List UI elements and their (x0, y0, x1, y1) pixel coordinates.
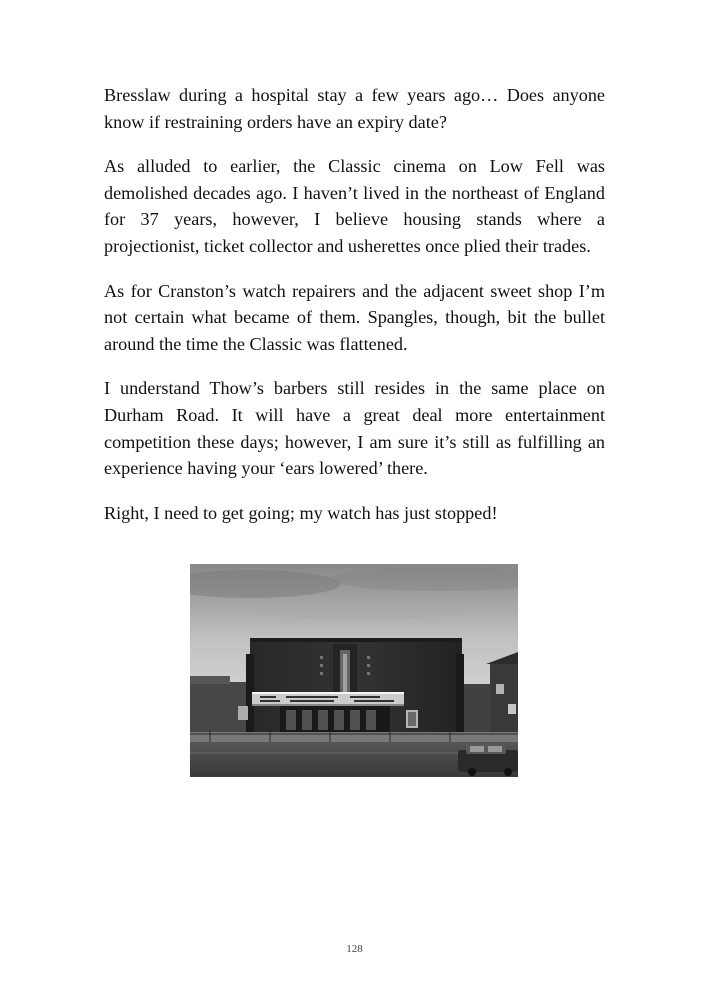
paragraph-5: Right, I need to get going; my watch has just stopped! (104, 502, 498, 523)
paragraph-3: As for Cranston’s watch repairers and the adjacent sweet shop I’m not certain what became of them. Spangles, though, bit the bullet around the time the Classic was flattened. (104, 280, 605, 354)
paragraph-4: I understand Thow’s barbers still resides in the same place on Durham Road. It will have a great deal more entertainment competition these days; however, I am sure it’s still as fulfilling an experience having your ‘ears lowered’ there. (104, 378, 605, 479)
paragraph-1: Bresslaw during a hospital stay a few years ago… Does anyone know if restraining orders have an expiry date? (104, 85, 605, 132)
page-body (104, 82, 605, 526)
cinema-photo-image (190, 564, 518, 777)
cinema-photo (190, 564, 518, 777)
page-number: 128 (346, 943, 363, 955)
paragraph-2: As alluded to earlier, the Classic cinema on Low Fell was demolished decades ago. I haven’t lived in the northeast of England for 37 years, however, I believe housing stands where a projectionist, ticket collector and usherettes once plied their trades. (104, 156, 605, 256)
